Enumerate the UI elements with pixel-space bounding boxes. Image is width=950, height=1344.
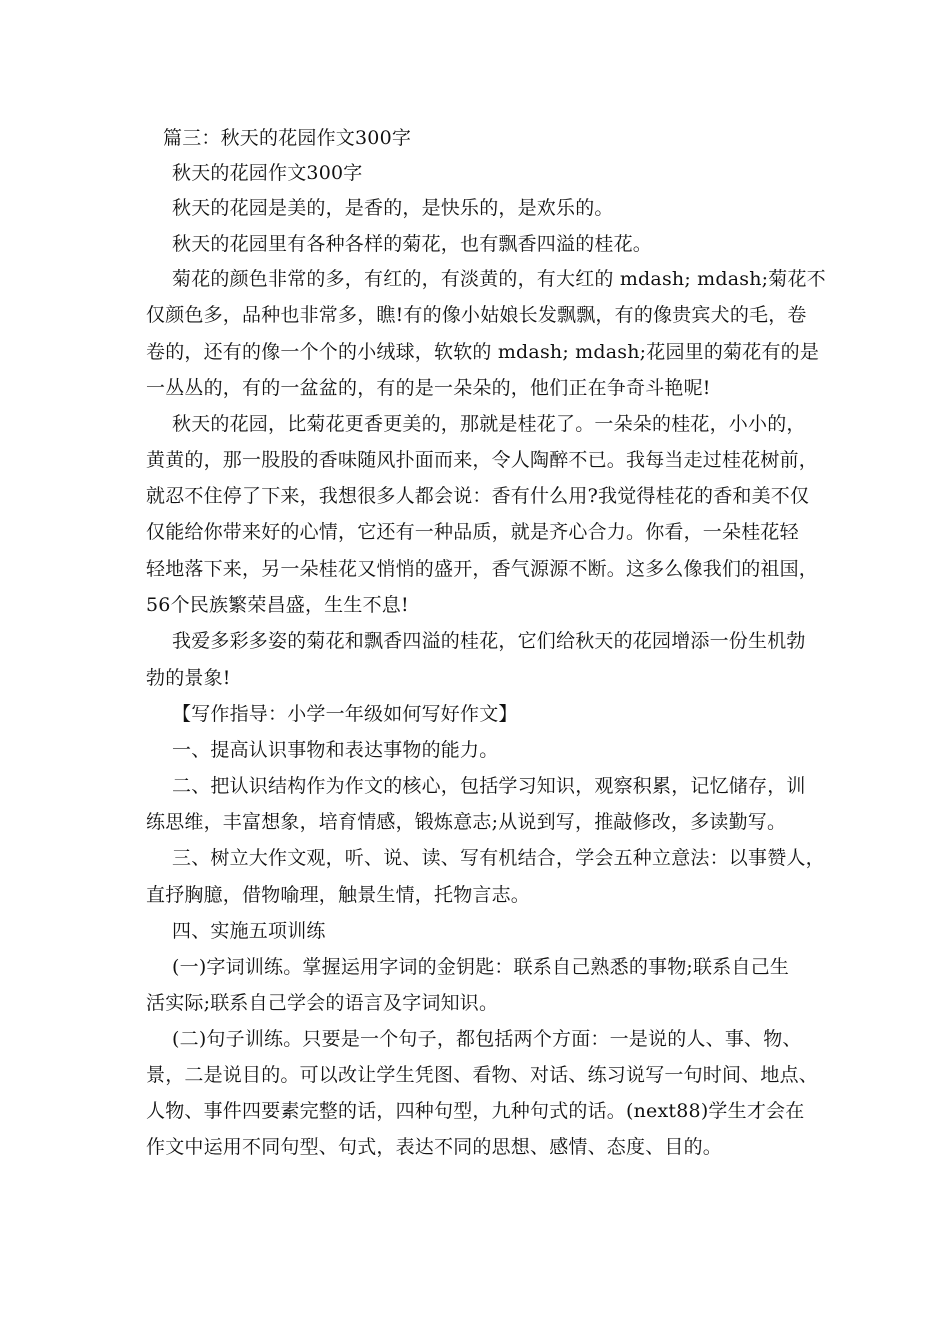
text-line: 三、树立大作文观，听、说、读、写有机结合，学会五种立意法：以事赞人， xyxy=(172,847,825,869)
text-line: 一、提高认识事物和表达事物的能力。 xyxy=(172,739,499,761)
text-line: 菊花的颜色非常的多，有红的，有淡黄的，有大红的 mdash; mdash;菊花不 xyxy=(172,268,826,290)
text-line: 二、把认识结构作为作文的核心，包括学习知识，观察积累，记忆储存，训 xyxy=(172,775,806,797)
text-line: 活实际;联系自己学会的语言及字词知识。 xyxy=(146,992,499,1014)
text-line: 四、实施五项训练 xyxy=(172,920,326,942)
text-line: 仅颜色多，品种也非常多，瞧!有的像小姑娘长发飘飘，有的像贵宾犬的毛，卷 xyxy=(146,304,807,326)
text-line: 黄黄的，那一股股的香味随风扑面而来，令人陶醉不已。我每当走过桂花树前， xyxy=(146,449,819,471)
text-line: 秋天的花园里有各种各样的菊花，也有飘香四溢的桂花。 xyxy=(172,233,653,255)
text-line: 景，二是说目的。可以改让学生凭图、看物、对话、练习说写一句时间、地点、 xyxy=(146,1064,819,1086)
text-line: 秋天的花园，比菊花更香更美的，那就是桂花了。一朵朵的桂花，小小的， xyxy=(172,413,806,435)
text-line: 我爱多彩多姿的菊花和飘香四溢的桂花，它们给秋天的花园增添一份生机勃 xyxy=(172,630,806,652)
text-line: 直抒胸臆，借物喻理，触景生情，托物言志。 xyxy=(146,884,531,906)
text-line: 仅能给你带来好的心情，它还有一种品质，就是齐心合力。你看，一朵桂花轻 xyxy=(146,521,799,543)
text-line: 勃的景象! xyxy=(146,667,231,689)
section-heading: 篇三：秋天的花园作文300字 xyxy=(163,127,412,149)
text-line: 就忍不住停了下来，我想很多人都会说：香有什么用?我觉得桂花的香和美不仅 xyxy=(146,485,810,507)
text-line: 轻地落下来，另一朵桂花又悄悄的盛开，香气源源不断。这多么像我们的祖国， xyxy=(146,558,819,580)
guide-heading: 【写作指导：小学一年级如何写好作文】 xyxy=(172,703,518,725)
text-line: 一丛丛的，有的一盆盆的，有的是一朵朵的，他们正在争奇斗艳呢! xyxy=(146,377,711,399)
text-line: 卷的，还有的像一个个的小绒球，软软的 mdash; mdash;花园里的菊花有的是 xyxy=(146,341,820,363)
text-line: 作文中运用不同句型、句式，表达不同的思想、感情、态度、目的。 xyxy=(146,1136,723,1158)
text-line: 56个民族繁荣昌盛，生生不息! xyxy=(146,594,409,616)
text-line: 练思维，丰富想象，培育情感，锻炼意志;从说到写，推敲修改，多读勤写。 xyxy=(146,811,787,833)
text-line: (一)字词训练。掌握运用字词的金钥匙：联系自己熟悉的事物;联系自己生 xyxy=(172,956,790,978)
text-line: 人物、事件四要素完整的话，四种句型，九种句式的话。(next88)学生才会在 xyxy=(146,1100,805,1122)
text-line: 秋天的花园是美的，是香的，是快乐的，是欢乐的。 xyxy=(172,197,614,219)
text-line: (二)句子训练。只要是一个句子，都包括两个方面：一是说的人、事、物、 xyxy=(172,1028,802,1050)
essay-title: 秋天的花园作文300字 xyxy=(172,162,363,184)
